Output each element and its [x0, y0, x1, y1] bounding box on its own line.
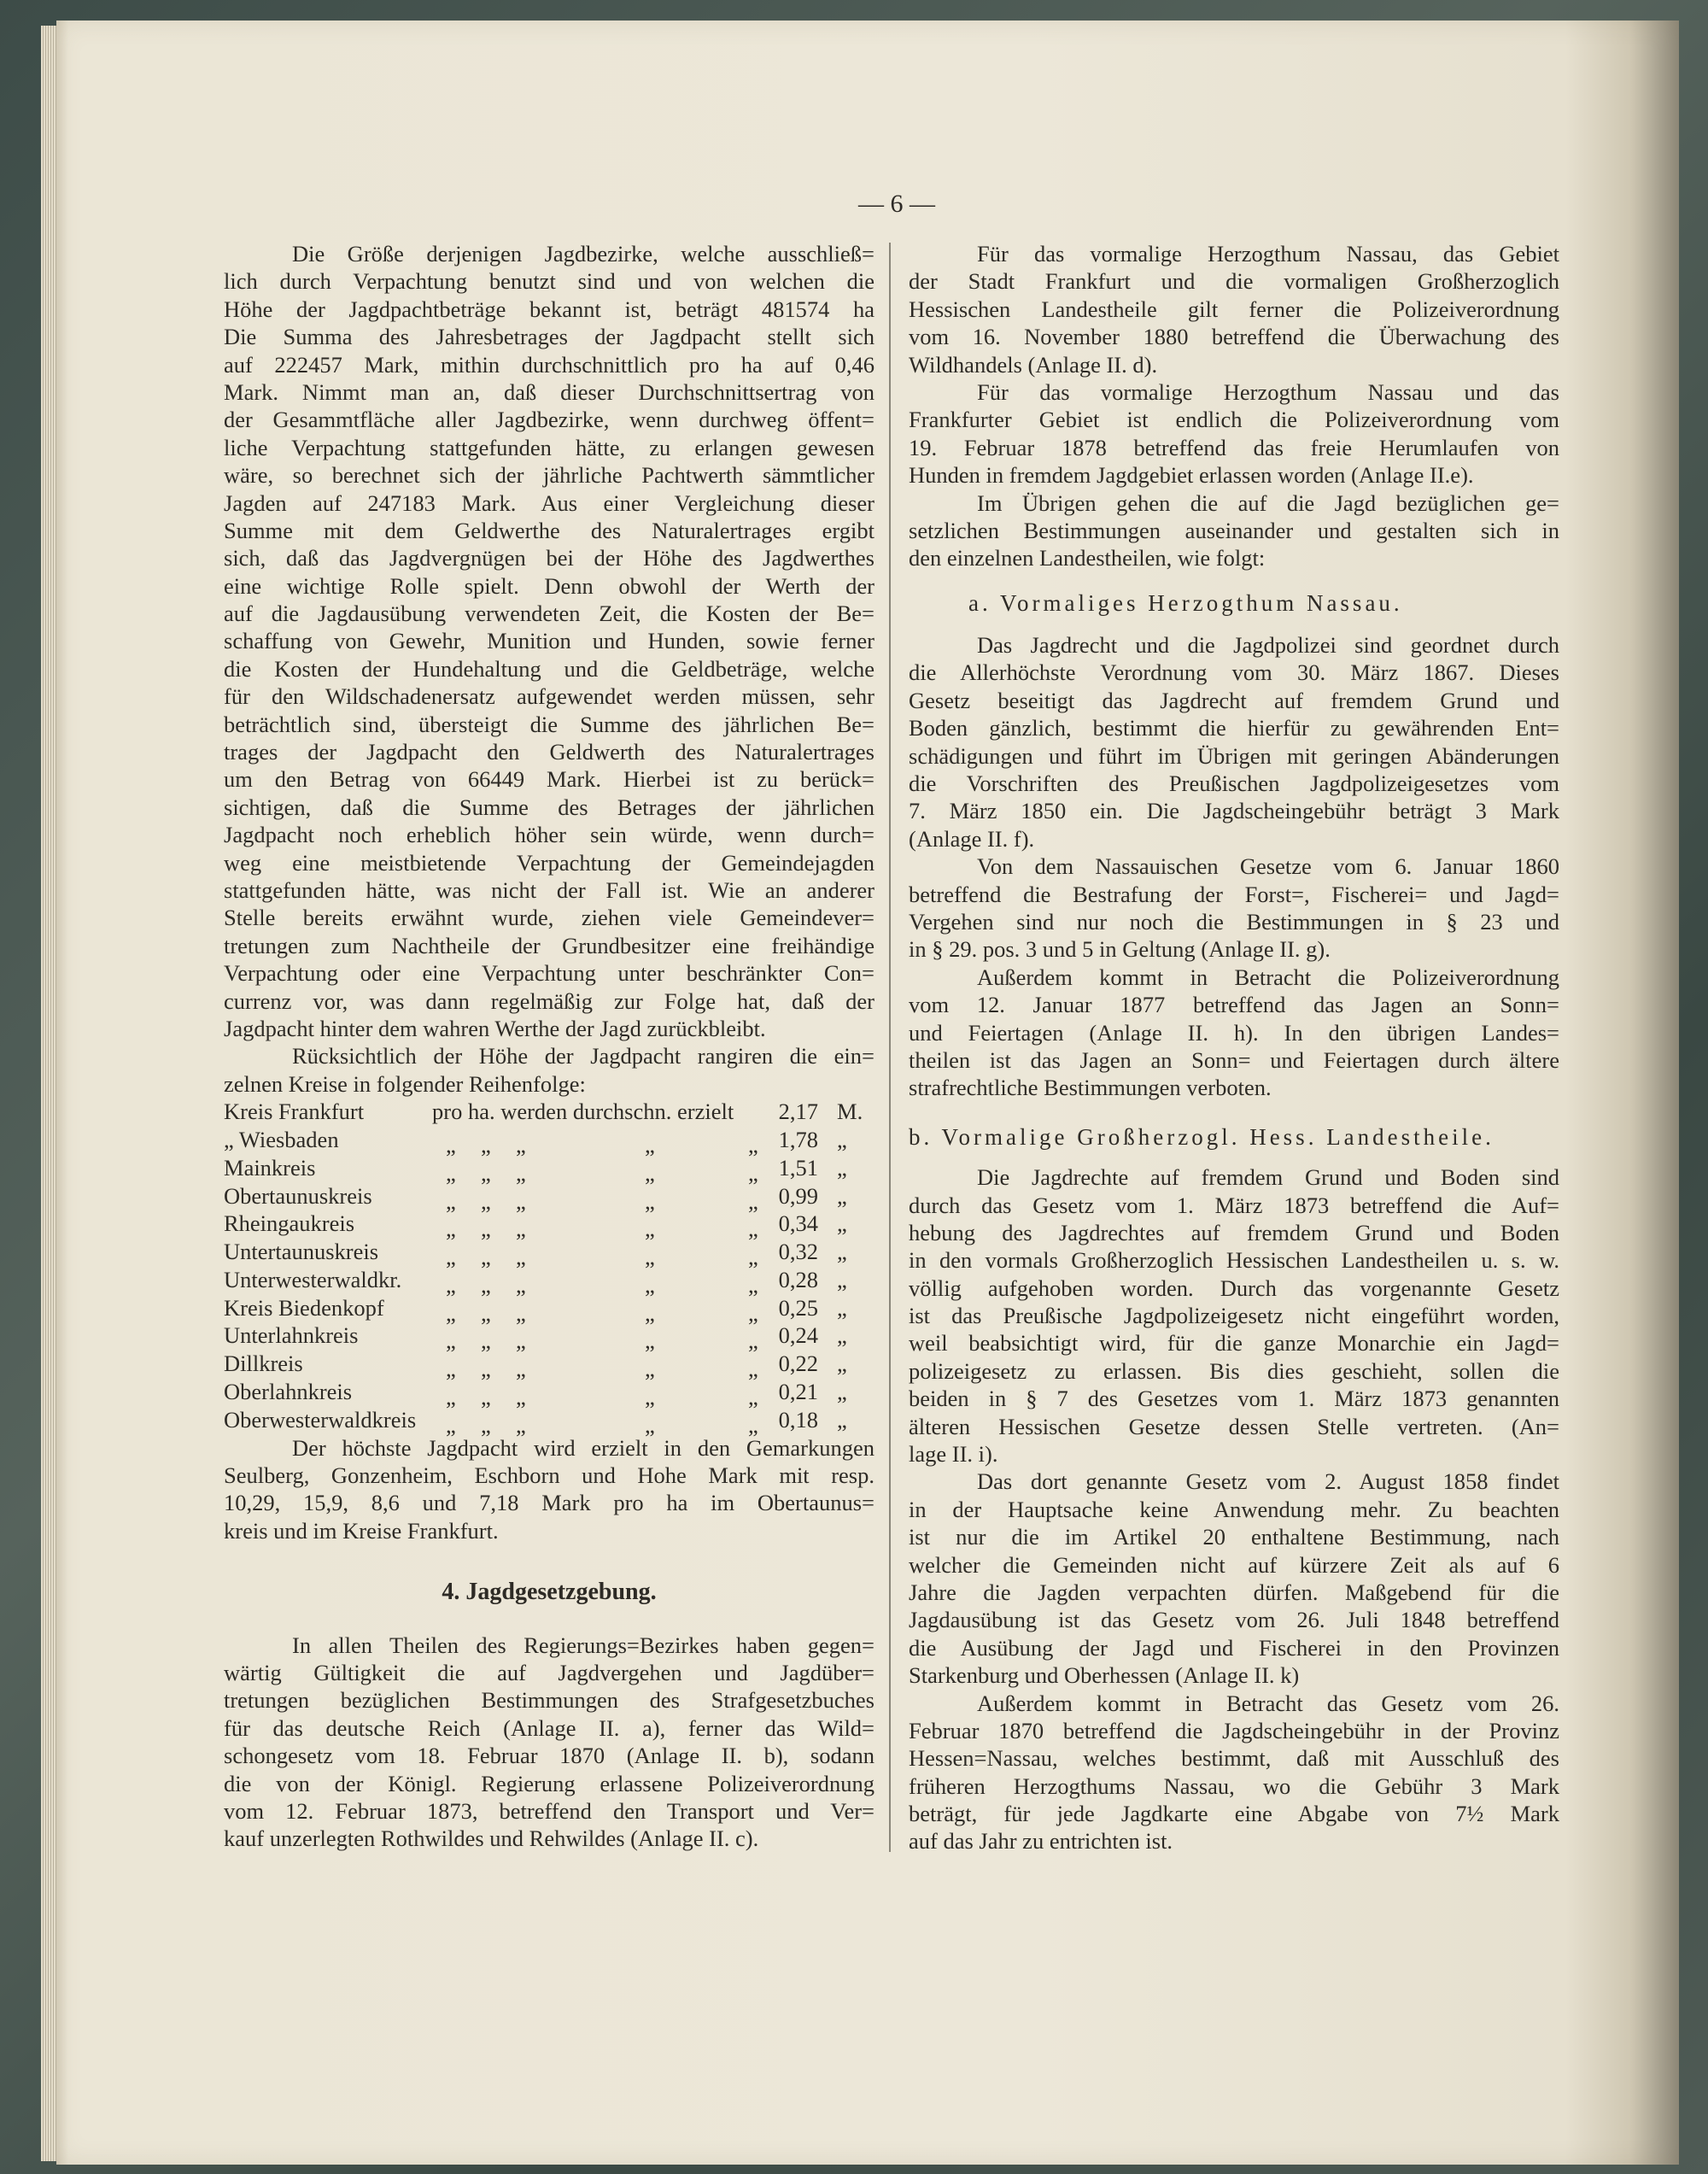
ditto-mark: „ — [481, 1384, 491, 1410]
text-line: Höhe der Jagdpachtbeträge bekannt ist, beträgt 481574 ha — [224, 296, 874, 322]
text-line: Hessen=Nassau, welches bestimmt, daß mit Ausschluß des — [909, 1745, 1559, 1772]
table-row — [224, 1294, 874, 1326]
text-line: auf 222457 Mark, mithin durchschnittlich pro ha auf 0,46 — [224, 351, 874, 378]
text-line: früheren Herzogthums Nassau, wo die Gebühr 3 Mark — [909, 1773, 1559, 1799]
text-line: 7. März 1850 ein. Die Jagdscheingebühr beträgt 3 Mark — [909, 798, 1559, 824]
text-line: Im Übrigen gehen die auf die Jagd bezüglichen ge= — [977, 489, 1559, 516]
paragraph-regions-intro — [909, 489, 1559, 572]
paragraph-nassau-law — [909, 631, 1559, 853]
ditto-mark: „ — [446, 1384, 456, 1410]
text-line: den einzelnen Landestheilen, wie folgt: — [909, 545, 1266, 571]
paragraph-sunday-hunting — [909, 964, 1559, 1102]
ditto-mark: „ — [481, 1327, 491, 1354]
text-line: schädigungen und führt im Übrigen mit geringen Abänderungen — [909, 742, 1559, 769]
text-line: eine wichtige Rolle spielt. Denn obwohl der Werth der — [224, 572, 874, 599]
text-line: Summe mit dem Geldwerthe des Naturalertrages ergibt — [224, 517, 874, 543]
text-line: wärtig Gültigkeit die auf Jagdvergehen und Jagdüber= — [224, 1660, 874, 1686]
text-line: Gesetz beseitigt das Jagdrecht auf fremdem Grund und — [909, 687, 1559, 713]
text-line: ist das Preußische Jagdpolizeigesetz nicht eingeführt worden, — [909, 1303, 1559, 1329]
district-name: Oberlahnkreis — [224, 1379, 353, 1405]
unit: „ — [837, 1379, 847, 1405]
text-line: der Gesammtfläche aller Jagdbezirke, wenn durchweg öffent= — [224, 407, 874, 433]
text-line: Außerdem kommt in Betracht die Polizeiverordnung — [977, 964, 1559, 990]
text-line: lage II. i). — [909, 1441, 998, 1468]
subheading-nassau: a. Vormaliges Herzogthum Nassau. — [968, 589, 1403, 616]
text-line: Starkenburg und Oberhessen (Anlage II. k) — [909, 1662, 1300, 1689]
ditto-mark: „ — [446, 1327, 456, 1354]
table-row — [224, 1321, 874, 1354]
ditto-mark: „ — [446, 1356, 456, 1382]
text-line: in der Hauptsache keine Anwendung mehr. Zu beachten — [909, 1496, 1559, 1522]
ditto-mark: „ — [446, 1159, 456, 1186]
lease-value: 0,24 — [778, 1322, 818, 1349]
text-line: vom 16. November 1880 betreffend die Überwachung des — [909, 324, 1559, 350]
ditto-mark: „ — [446, 1299, 456, 1326]
district-name: Untertaunuskreis — [224, 1239, 379, 1265]
table-phrase: pro ha. werden durchschn. erzielt — [432, 1099, 734, 1125]
text-line: setzlichen Bestimmungen auseinander und gestalten sich in — [909, 517, 1559, 543]
text-line: Mark. Nimmt man an, daß dieser Durchschnittsertrag von — [224, 378, 874, 405]
ditto-mark: „ — [516, 1159, 526, 1186]
subheading-hesse: b. Vormalige Großherzogl. Hess. Landestheile. — [909, 1123, 1494, 1150]
unit: „ — [837, 1154, 847, 1181]
ditto-mark: „ — [446, 1411, 456, 1438]
table-row — [224, 1126, 874, 1157]
text-line: völlig aufgehoben worden. Durch das vorgenannte Gesetz — [909, 1275, 1559, 1301]
lease-value: 0,34 — [778, 1210, 818, 1237]
text-line: und Feiertagen (Anlage II. h). In den übrigen Landes= — [909, 1019, 1559, 1046]
text-line: Vergehen sind nur noch die Bestimmungen in § 23 und — [909, 908, 1559, 935]
ditto-mark: „ — [516, 1327, 526, 1354]
district-name: Obertaunuskreis — [224, 1182, 372, 1209]
ditto-mark: „ — [748, 1216, 758, 1242]
text-line: sichtigen, daß die Summe des Betrages der jährlichen — [224, 794, 874, 820]
ditto-mark: „ — [481, 1271, 491, 1298]
text-line: vom 12. Januar 1877 betreffend das Jagen an Sonn= — [909, 992, 1559, 1018]
paragraph-license-fee — [909, 1690, 1559, 1855]
text-line: hebung des Jagdrechtes auf fremdem Grund und Boden — [909, 1219, 1559, 1245]
ditto-mark: „ — [481, 1299, 491, 1326]
ditto-mark: „ — [446, 1244, 456, 1270]
page-number: — 6 — — [858, 190, 935, 218]
text-line: Verpachtung oder eine Verpachtung unter beschränkter Con= — [224, 960, 874, 987]
paragraph-game-trade — [909, 240, 1559, 378]
unit: „ — [837, 1351, 847, 1377]
text-line: Jahre die Jagden verpachten dürfen. Maßgebend für die — [909, 1579, 1559, 1605]
lease-value: 0,25 — [778, 1294, 818, 1321]
ditto-mark: „ — [645, 1216, 655, 1242]
district-name: Kreis Biedenkopf — [224, 1294, 384, 1321]
ditto-mark: „ — [645, 1187, 655, 1214]
ditto-mark: „ — [516, 1271, 526, 1298]
text-line: trages der Jagdpacht den Geldwerth des Naturalertrages — [224, 739, 874, 765]
ditto-mark: „ — [748, 1411, 758, 1438]
text-line: weil beabsichtigt wird, für die ganze Monarchie ein Jagd= — [909, 1330, 1559, 1357]
ditto-mark: „ — [748, 1244, 758, 1270]
unit: „ — [837, 1406, 847, 1433]
ditto-mark: „ — [645, 1384, 655, 1410]
lease-value: 1,51 — [778, 1154, 818, 1181]
text-line: Rücksichtlich der Höhe der Jagdpacht rangiren die ein= — [292, 1043, 874, 1069]
text-line: die Kosten der Hundehaltung und die Geldbeträge, welche — [224, 655, 874, 682]
district-lease-table — [224, 1098, 874, 1438]
table-row — [224, 1210, 874, 1242]
text-line: Februar 1870 betreffend die Jagdscheingebühr in der Provinz — [909, 1717, 1559, 1743]
ditto-mark: „ — [748, 1131, 758, 1157]
district-name: Unterwesterwaldkr. — [224, 1266, 402, 1292]
text-line: lich durch Verpachtung benutzt sind und von welchen die — [224, 268, 874, 295]
lease-value: 1,78 — [778, 1126, 818, 1152]
text-line: 10,29, 15,9, 8,6 und 7,18 Mark pro ha im Obertaunus= — [224, 1490, 874, 1516]
paragraph-legislation — [224, 1632, 874, 1853]
text-line: Jagdpacht hinter dem wahren Werthe der Jagd zurückbleibt. — [224, 1015, 766, 1041]
lease-value: 0,32 — [778, 1239, 818, 1265]
column-divider — [889, 243, 891, 1852]
text-line: vom 12. Februar 1873, betreffend den Transport und Ver= — [224, 1797, 874, 1824]
unit: „ — [837, 1322, 847, 1349]
lease-value: 2,17 — [778, 1099, 818, 1125]
unit: „ — [837, 1126, 847, 1152]
paragraph-1858-law — [909, 1468, 1559, 1689]
text-line: der Stadt Frankfurt und die vormaligen Großherzoglich — [909, 268, 1559, 295]
paragraph-highest-lease — [224, 1434, 874, 1545]
ditto-mark: „ — [446, 1187, 456, 1214]
unit: „ — [837, 1294, 847, 1321]
paragraph-hunting-district-size — [224, 240, 874, 1042]
ditto-mark: „ — [516, 1299, 526, 1326]
page-edges — [41, 26, 56, 2161]
ditto-mark: „ — [446, 1131, 456, 1157]
text-line: die von der Königl. Regierung erlassene Polizeiverordnung — [224, 1770, 874, 1796]
ditto-mark: „ — [516, 1356, 526, 1382]
ditto-mark: „ — [481, 1411, 491, 1438]
text-line: für das deutsche Reich (Anlage II. a), ferner das Wild= — [224, 1714, 874, 1741]
text-line: (Anlage II. f). — [909, 825, 1035, 852]
ditto-mark: „ — [481, 1159, 491, 1186]
text-line: sich, daß das Jagdvergnügen bei der Höhe des Jagdwerthes — [224, 545, 874, 571]
table-row — [224, 1378, 874, 1410]
table-row — [224, 1098, 874, 1126]
text-line: theilen ist das Jagen an Sonn= und Feiertagen durch ältere — [909, 1046, 1559, 1073]
text-line: beiden in § 7 des Gesetzes vom 1. März 1873 genannten — [909, 1386, 1559, 1412]
text-line: Wildhandels (Anlage II. d). — [909, 351, 1158, 378]
ditto-mark: „ — [481, 1131, 491, 1157]
text-line: durch das Gesetz vom 1. März 1873 betreffend die Auf= — [909, 1192, 1559, 1218]
text-line: 19. Februar 1878 betreffend das freie Herumlaufen von — [909, 434, 1559, 460]
text-line: liche Verpachtung stattgefunden hätte, zu erlangen gewesen — [224, 434, 874, 460]
text-line: polizeigesetz zu erlassen. Bis dies geschieht, sollen die — [909, 1357, 1559, 1384]
text-line: In allen Theilen des Regierungs=Bezirkes haben gegen= — [292, 1632, 874, 1658]
ditto-mark: „ — [645, 1131, 655, 1157]
ditto-mark: „ — [516, 1216, 526, 1242]
text-line: Das dort genannte Gesetz vom 2. August 1858 findet — [977, 1468, 1559, 1495]
table-row — [224, 1350, 874, 1382]
ditto-mark: „ — [645, 1299, 655, 1326]
unit: „ — [837, 1182, 847, 1209]
ditto-mark: „ — [748, 1159, 758, 1186]
ditto-mark: „ — [446, 1216, 456, 1242]
ditto-mark: „ — [748, 1271, 758, 1298]
text-line: strafrechtliche Bestimmungen verboten. — [909, 1075, 1272, 1101]
ditto-mark: „ — [516, 1131, 526, 1157]
text-line: schongesetz vom 18. Februar 1870 (Anlage II. b), sodann — [224, 1743, 874, 1769]
text-line: die Vorschriften des Preußischen Jagdpolizeigesetzes vom — [909, 771, 1559, 797]
ditto-mark: „ — [516, 1411, 526, 1438]
ditto-mark: „ — [516, 1244, 526, 1270]
ditto-mark: „ — [516, 1187, 526, 1214]
section-heading-jagdgesetzgebung: 4. Jagdgesetzgebung. — [442, 1579, 657, 1606]
ditto-mark: „ — [481, 1187, 491, 1214]
text-line: zelnen Kreise in folgender Reihenfolge: — [224, 1070, 586, 1097]
table-row — [224, 1182, 874, 1214]
text-line: auf das Jahr zu entrichten ist. — [909, 1828, 1173, 1855]
unit: M. — [837, 1099, 863, 1125]
ditto-mark: „ — [748, 1356, 758, 1382]
text-line: die Ausübung der Jagd und Fischerei in den Provinzen — [909, 1634, 1559, 1661]
text-line: kreis und im Kreise Frankfurt. — [224, 1517, 499, 1544]
text-line: Von dem Nassauischen Gesetze vom 6. Januar 1860 — [977, 853, 1559, 880]
ditto-mark: „ — [516, 1384, 526, 1410]
text-line: Die Summa des Jahresbetrages der Jagdpacht stellt sich — [224, 324, 874, 350]
text-line: beträgt, für jede Jagdkarte eine Abgabe von 7½ Mark — [909, 1801, 1559, 1827]
text-line: kauf unzerlegten Rothwildes und Rehwildes (Anlage II. c). — [224, 1825, 759, 1852]
text-line: auf die Jagdausübung verwendeten Zeit, die Kosten der Be= — [224, 601, 874, 627]
unit: „ — [837, 1239, 847, 1265]
lease-value: 0,18 — [778, 1406, 818, 1433]
text-line: Seulberg, Gonzenheim, Eschborn und Hohe Mark mit resp. — [224, 1462, 874, 1489]
unit: „ — [837, 1266, 847, 1292]
district-name: Dillkreis — [224, 1351, 303, 1377]
text-line: Jagdausübung ist das Gesetz vom 26. Juli 1848 betreffend — [909, 1607, 1559, 1633]
table-row — [224, 1406, 874, 1438]
lease-value: 0,22 — [778, 1351, 818, 1377]
paragraph-hesse-law — [909, 1163, 1559, 1468]
ditto-mark: „ — [645, 1159, 655, 1186]
text-line: die Allerhöchste Verordnung vom 30. März 1867. Dieses — [909, 659, 1559, 686]
text-line: tretungen bezüglichen Bestimmungen des Strafgesetzbuches — [224, 1687, 874, 1714]
ditto-mark: „ — [748, 1384, 758, 1410]
ditto-mark: „ — [645, 1411, 655, 1438]
ditto-mark: „ — [481, 1356, 491, 1382]
text-line: in § 29. pos. 3 und 5 in Geltung (Anlage II. g). — [909, 936, 1331, 963]
district-name: Kreis Frankfurt — [224, 1099, 365, 1125]
district-name: Mainkreis — [224, 1154, 316, 1181]
text-line: ist nur die im Artikel 20 enthaltene Bestimmung, nach — [909, 1524, 1559, 1550]
unit: „ — [837, 1210, 847, 1237]
text-line: für den Wildschadenersatz aufgewendet werden müssen, sehr — [224, 683, 874, 710]
ditto-mark: „ — [748, 1327, 758, 1354]
table-row — [224, 1154, 874, 1186]
ditto-mark: „ — [481, 1244, 491, 1270]
text-line: tretungen zum Nachtheile der Grundbesitzer eine freihändige — [224, 932, 874, 958]
ditto-mark: „ — [481, 1216, 491, 1242]
text-line: Die Größe derjenigen Jagdbezirke, welche ausschließ= — [292, 241, 874, 267]
district-name: „ Wiesbaden — [224, 1126, 339, 1152]
paragraph-nassau-1860 — [909, 853, 1559, 964]
ditto-mark: „ — [748, 1299, 758, 1326]
right-column — [909, 240, 1559, 1855]
text-line: Frankfurter Gebiet ist endlich die Polizeiverordnung vom — [909, 407, 1559, 433]
paragraph-dogs — [909, 378, 1559, 489]
table-row — [224, 1266, 874, 1298]
text-line: Das Jagdrecht und die Jagdpolizei sind geordnet durch — [977, 632, 1559, 659]
ditto-mark: „ — [645, 1327, 655, 1354]
district-name: Unterlahnkreis — [224, 1322, 359, 1349]
text-line: Hunden in fremdem Jagdgebiet erlassen worden (Anlage II.e). — [909, 462, 1474, 489]
ditto-mark: „ — [446, 1271, 456, 1298]
text-line: betreffend die Bestrafung der Forst=, Fischerei= und Jagd= — [909, 881, 1559, 907]
text-line: stattgefunden hätte, was nicht der Fall ist. Wie an anderer — [224, 876, 874, 903]
text-line: älteren Hessischen Gesetze dessen Stelle vertreten. (An= — [909, 1413, 1559, 1439]
text-line: beträchtlich sind, übersteigt die Summe des jährlichen Be= — [224, 711, 874, 737]
text-line: Boden gänzlich, bestimmt die hierfür zu gewährenden Ent= — [909, 715, 1559, 741]
lease-value: 0,28 — [778, 1266, 818, 1292]
table-row — [224, 1238, 874, 1270]
text-line: Für das vormalige Herzogthum Nassau und das — [977, 378, 1559, 405]
district-name: Rheingaukreis — [224, 1210, 355, 1237]
text-line: welcher die Gemeinden nicht auf kürzere Zeit als auf 6 — [909, 1551, 1559, 1578]
text-line: Jagdpacht noch erheblich höher sein würde, wenn durch= — [224, 822, 874, 848]
text-line: weg eine meistbietende Verpachtung der Gemeindejagden — [224, 849, 874, 876]
left-column — [224, 240, 874, 1853]
text-line: wäre, so berechnet sich der jährliche Pachtwerth sämmtlicher — [224, 462, 874, 489]
text-line: Außerdem kommt in Betracht das Gesetz vom 26. — [977, 1690, 1559, 1716]
district-name: Oberwesterwaldkreis — [224, 1406, 417, 1433]
text-line: in den vormals Großherzoglich Hessischen Landestheilen u. s. w. — [909, 1247, 1559, 1274]
text-line: schaffung von Gewehr, Munition und Hunden, sowie ferner — [224, 628, 874, 654]
text-line: Der höchste Jagdpacht wird erzielt in den Gemarkungen — [292, 1434, 874, 1461]
lease-value: 0,21 — [778, 1379, 818, 1405]
paragraph-ranking-intro — [224, 1042, 874, 1098]
ditto-mark: „ — [645, 1271, 655, 1298]
text-line: Stelle bereits erwähnt wurde, ziehen viele Gemeindever= — [224, 905, 874, 931]
text-line: Die Jagdrechte auf fremdem Grund und Boden sind — [977, 1164, 1559, 1191]
lease-value: 0,99 — [778, 1182, 818, 1209]
ditto-mark: „ — [645, 1356, 655, 1382]
text-line: currenz vor, was dann regelmäßig zur Folge hat, daß der — [224, 987, 874, 1014]
text-line: Hessischen Landestheile gilt ferner die Polizeiverordnung — [909, 296, 1559, 322]
ditto-mark: „ — [748, 1187, 758, 1214]
text-line: Jagden auf 247183 Mark. Aus einer Vergleichung dieser — [224, 489, 874, 516]
text-line: um den Betrag von 66449 Mark. Hierbei ist zu berück= — [224, 766, 874, 793]
text-line: Für das vormalige Herzogthum Nassau, das Gebiet — [977, 241, 1559, 267]
ditto-mark: „ — [645, 1244, 655, 1270]
